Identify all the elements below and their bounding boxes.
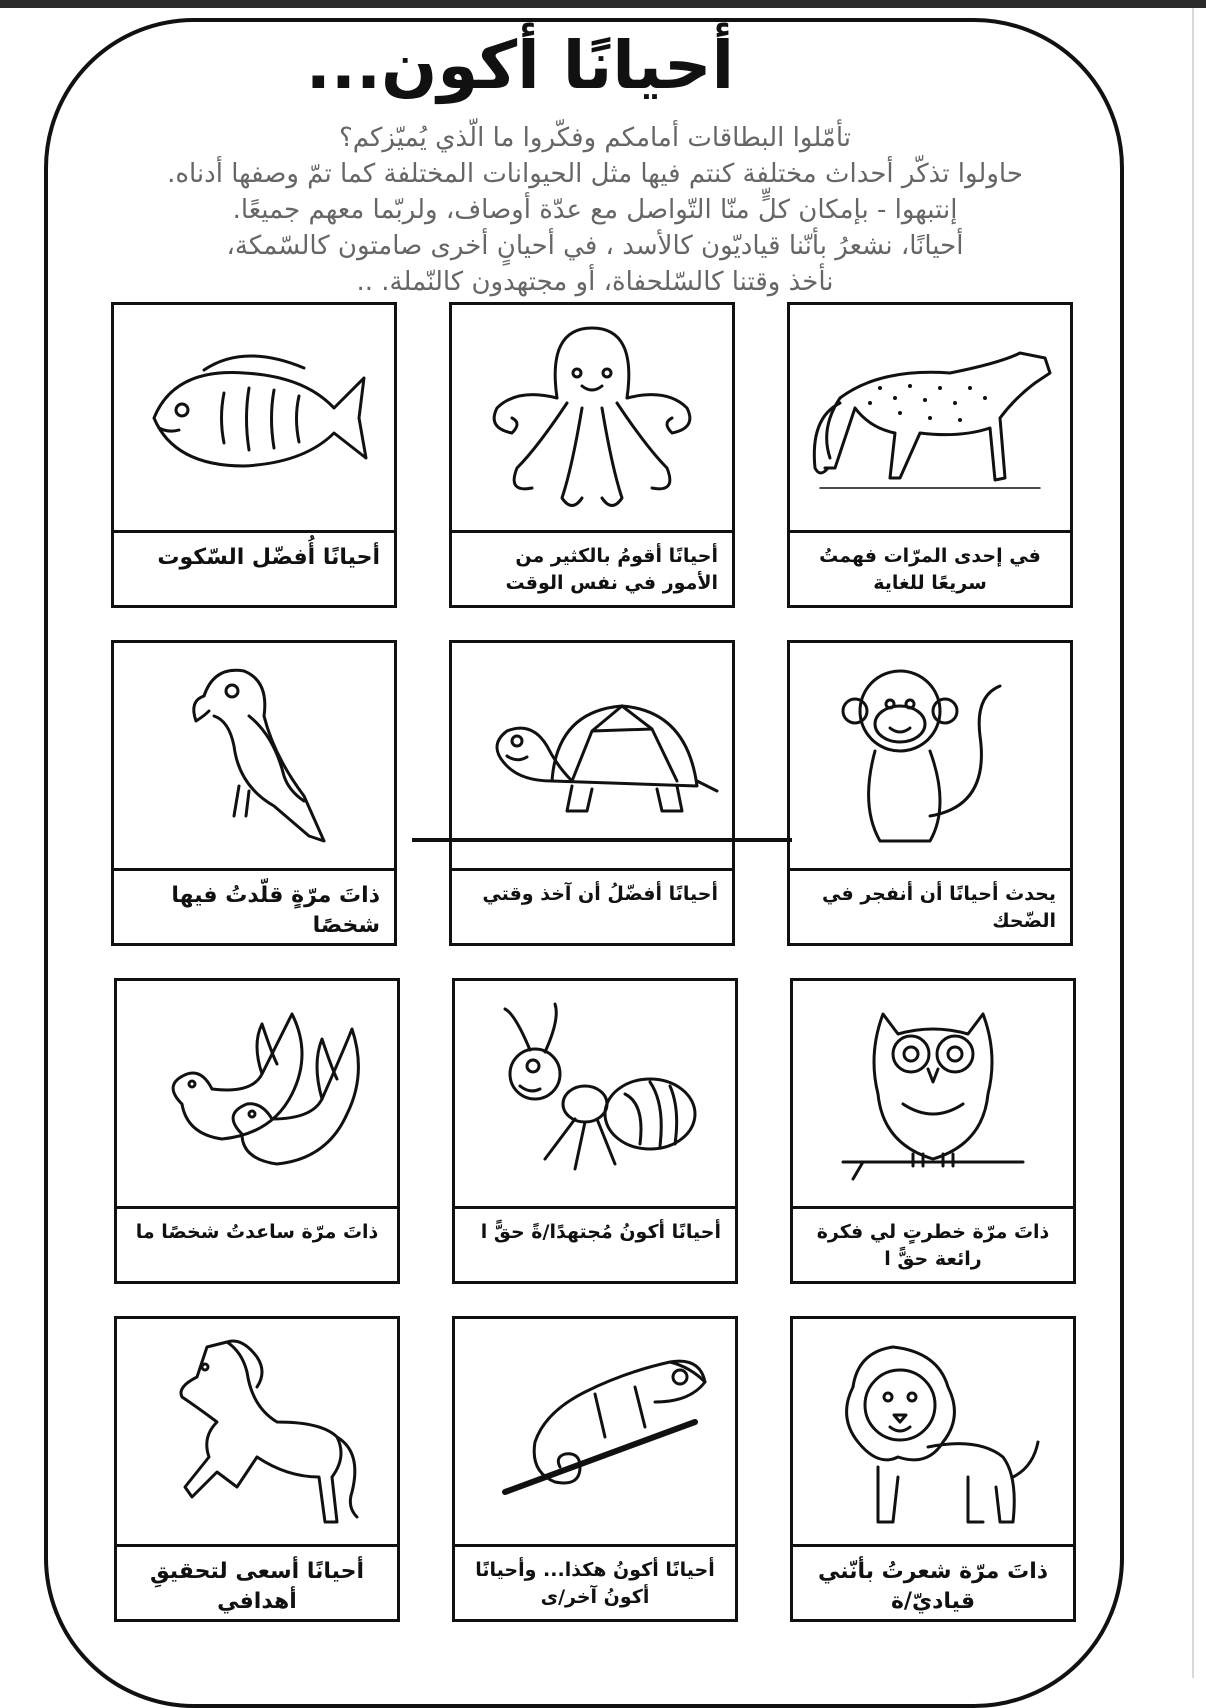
card-caption: أحيانًا أكونُ مُجتهدًا/ةً حقًّ ا (455, 1206, 735, 1281)
card-caption: أحيانًا أكونُ هكذا... وأحيانًا أكونُ آخر/ى (455, 1544, 735, 1619)
page-edge (1192, 8, 1194, 1678)
card-monkey (787, 640, 1073, 946)
card-lion (790, 1316, 1076, 1622)
card-caption: ذاتَ مرّةٍ قلّدتُ فيها شخصًا (114, 868, 394, 943)
card-horse (114, 1316, 400, 1622)
card-caption: أحيانًا أُفضّل السّكوت (114, 530, 394, 605)
lion-icon (818, 1327, 1048, 1537)
card-caption: أحيانًا أقومُ بالكثير من الأمور في نفس الوقت (452, 530, 732, 605)
card-caption: أحيانًا أسعى لتحقيقِ أهدافي (117, 1544, 397, 1619)
card-caption: ذاتَ مرّة ساعدتُ شخصًا ما (117, 1206, 397, 1281)
owl-icon (823, 994, 1043, 1194)
card-fish (111, 302, 397, 608)
card-caption: في إحدى المرّات فهمتُ سريعًا للغاية (790, 530, 1070, 605)
page-title: أحيانًا أكون... (305, 27, 735, 104)
card-ant (452, 978, 738, 1284)
intro-line: تأمّلوا البطاقات أمامكم وفكّروا ما الّذي يُميّزكم؟ (338, 123, 852, 153)
top-bar (0, 0, 1206, 8)
chameleon-icon (475, 1332, 715, 1532)
parrot-icon (154, 656, 354, 856)
intro-line: نأخذ وقتنا كالسّلحفاة، أو مجتهدون كالنّملة. .. (356, 267, 834, 297)
intro-line: أحيانًا، نشعرُ بأنّنا قياديّون كالأسد ، في أحيانٍ أخرى صامتون كالسّمكة، (226, 231, 964, 261)
card-caption: ذاتَ مرّة شعرتُ بأنّني قياديّ/ة (793, 1544, 1073, 1619)
intro-line: حاولوا تذكّر أحداث مختلفة كنتم فيها مثل الحيوانات المختلفة كما تمّ وصفها أدناه. (167, 159, 1023, 189)
card-doves (114, 978, 400, 1284)
divider-line (412, 838, 792, 842)
cheetah-icon (800, 328, 1060, 508)
ant-icon (475, 994, 715, 1194)
card-cheetah (787, 302, 1073, 608)
fish-icon (134, 338, 374, 498)
intro-text (100, 120, 1090, 300)
card-caption: ذاتَ مرّة خطرتٍ لي فكرة رائعة حقًّ ا (793, 1206, 1073, 1281)
card-caption: أحيانًا أفضّلُ أن آخذ وقتي (452, 868, 732, 943)
intro-line: إنتبهوا - بإمكان كلٍّ منّا التّواصل مع عدّة أوصاف، ولربّما معهم جميعًا. (232, 195, 958, 225)
card-caption: يحدث أحيانًا أن أنفجر في الضّحك (790, 868, 1070, 943)
horse-icon (147, 1327, 367, 1537)
monkey-icon (820, 656, 1040, 856)
card-chameleon (452, 1316, 738, 1622)
octopus-icon (477, 318, 707, 518)
doves-icon (142, 994, 372, 1194)
card-octopus (449, 302, 735, 608)
card-parrot (111, 640, 397, 946)
card-turtle (449, 640, 735, 946)
card-owl (790, 978, 1076, 1284)
turtle-icon (462, 671, 722, 841)
